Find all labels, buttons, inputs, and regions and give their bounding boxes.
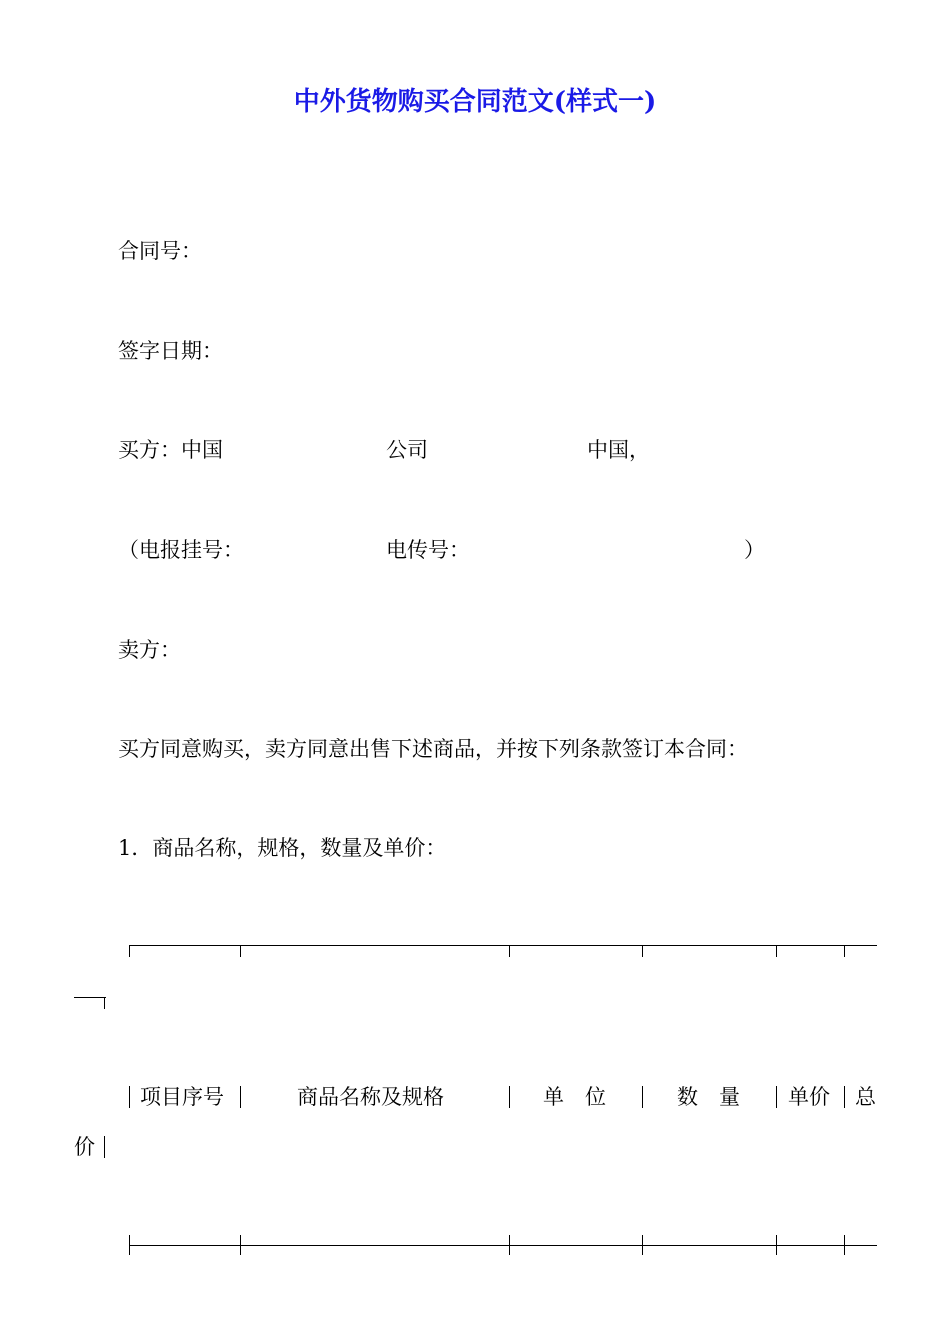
buyer-label: 买方：中国 [118, 438, 223, 462]
header-unit-price: 单价 [788, 1085, 830, 1109]
seller-label: 卖方： [118, 638, 181, 662]
telegraph-label: （电报挂号： [118, 538, 244, 562]
contract-number-label: 合同号： [118, 239, 202, 263]
header-total-start: 总 [855, 1085, 876, 1109]
buyer-company-label: 公司 [386, 438, 428, 462]
header-quantity: 数 量 [677, 1085, 740, 1109]
sign-date-label: 签字日期： [118, 339, 223, 363]
header-name-spec: 商品名称及规格 [297, 1085, 444, 1109]
header-unit: 单 位 [543, 1085, 606, 1109]
buyer-country-label: 中国， [587, 438, 650, 462]
document-title: 中外货物购买合同范文(样式一) [293, 87, 657, 117]
header-total-end: 价 [74, 1135, 95, 1159]
agreement-clause: 买方同意购买，卖方同意出售下述商品，并按下列条款签订本合同： [118, 737, 748, 761]
section-1-heading: 1．商品名称，规格，数量及单价： [118, 836, 447, 860]
header-item-no: 项目序号 [140, 1085, 224, 1109]
telex-label: 电传号： [386, 538, 470, 562]
close-paren: ） [744, 538, 765, 562]
